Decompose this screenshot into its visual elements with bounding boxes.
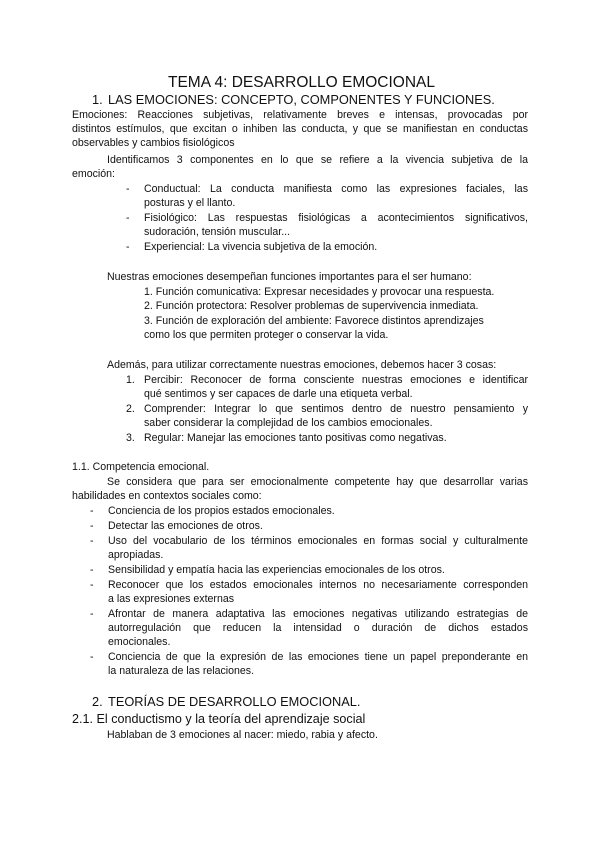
section-2-heading: TEORÍAS DE DESARROLLO EMOCIONAL.: [108, 694, 361, 709]
function-item-line: 2. Función protectora: Resolver problemas de supervivencia inmediata.: [144, 300, 479, 312]
definition-line: observables y cambios fisiológicos: [72, 137, 235, 149]
components-intro-line: Identificamos 3 componentes en lo que se refiere a la vivencia subjetiva de la: [107, 154, 528, 166]
competence-item-line: apropiadas.: [108, 549, 164, 561]
bullet-dash: -: [90, 520, 94, 532]
competence-item-line: a las expresiones externas: [108, 593, 235, 605]
component-item-line: posturas y el llanto.: [144, 197, 236, 209]
competence-intro-line: habilidades en contextos sociales como:: [72, 490, 262, 502]
section-2-1-text: Hablaban de 3 emociones al nacer: miedo, rabia y afecto.: [107, 729, 378, 741]
bullet-dash: -: [126, 212, 130, 224]
subsection-1-1-heading: 1.1. Competencia emocional.: [72, 461, 210, 473]
component-item-line: Experiencial: La vivencia subjetiva de la emoción.: [144, 241, 378, 253]
step-item-line: saber considerar la complejidad de los cambios emocionales.: [144, 417, 433, 429]
subsection-2-1-heading: 2.1. El conductismo y la teoría del aprendizaje social: [72, 712, 366, 726]
steps-intro: Además, para utilizar correctamente nuestras emociones, debemos hacer 3 cosas:: [107, 359, 497, 371]
competence-item-line: emocionales.: [108, 636, 171, 648]
step-item-line: qué sentimos y ser capaces de darle una etiqueta verbal.: [144, 388, 413, 400]
section-1-heading: LAS EMOCIONES: CONCEPTO, COMPONENTES Y FUNCIONES.: [108, 92, 495, 107]
step-item-line: Comprender: Integrar lo que sentimos dentro de nuestro pensamiento y: [144, 403, 528, 415]
bullet-dash: -: [90, 579, 94, 591]
step-item-line: Regular: Manejar las emociones tanto positivas como negativas.: [144, 432, 447, 444]
competence-item-line: Uso del vocabulario de los términos emocionales en formas social y culturalmente: [108, 535, 528, 547]
page-title: TEMA 4: DESARROLLO EMOCIONAL: [168, 74, 436, 91]
component-item-line: sudoración, tensión muscular...: [144, 226, 291, 238]
definition-line: distintos estímulos, que excitan o inhiben las conducta, y que se manifiestan en conductas: [72, 123, 528, 135]
definition-line: Emociones: Reacciones subjetivas, relativamente breves e intensas, provocadas por: [72, 109, 528, 121]
competence-item-line: Sensibilidad y empatía hacia las experiencias emocionales de los otros.: [108, 564, 445, 576]
step-number: 3.: [126, 432, 135, 444]
competence-item-line: autorregulación que reducen la intensidad o duración de dichos estados: [108, 622, 528, 634]
competence-item-line: Detectar las emociones de otros.: [108, 520, 263, 532]
bullet-dash: -: [90, 651, 94, 663]
components-intro-line: emoción:: [72, 168, 115, 180]
bullet-dash: -: [90, 564, 94, 576]
competence-item-line: Conciencia de que la expresión de las emociones tiene un papel preponderante en: [108, 651, 528, 663]
section-1-number: 1.: [92, 92, 103, 107]
competence-item-line: la naturaleza de las relaciones.: [108, 665, 255, 677]
competence-item-line: Reconocer que los estados emocionales internos no necesariamente corresponden: [108, 579, 528, 591]
bullet-dash: -: [126, 183, 130, 195]
step-number: 2.: [126, 403, 135, 415]
function-item-line: como los que permiten proteger o conservar la vida.: [144, 329, 389, 341]
competence-intro-line: Se considera que para ser emocionalmente competente hay que desarrollar varias: [107, 476, 528, 488]
function-item-line: 3. Función de exploración del ambiente: Favorece distintos aprendizajes: [144, 315, 484, 327]
step-item-line: Percibir: Reconocer de forma consciente nuestras emociones e identificar: [144, 374, 528, 386]
bullet-dash: -: [90, 505, 94, 517]
competence-item-line: Afrontar de manera adaptativa las emociones negativas utilizando estrategias de: [108, 608, 528, 620]
function-item-line: 1. Función comunicativa: Expresar necesidades y provocar una respuesta.: [144, 286, 495, 298]
bullet-dash: -: [126, 241, 130, 253]
component-item-line: Fisiológico: Las respuestas fisiológicas a acontecimientos significativos,: [144, 212, 528, 224]
functions-intro: Nuestras emociones desempeñan funciones importantes para el ser humano:: [107, 271, 472, 283]
bullet-dash: -: [90, 535, 94, 547]
bullet-dash: -: [90, 608, 94, 620]
component-item-line: Conductual: La conducta manifiesta como las expresiones faciales, las: [144, 183, 528, 195]
competence-item-line: Conciencia de los propios estados emocionales.: [108, 505, 335, 517]
step-number: 1.: [126, 374, 135, 386]
section-2-number: 2.: [92, 694, 103, 709]
